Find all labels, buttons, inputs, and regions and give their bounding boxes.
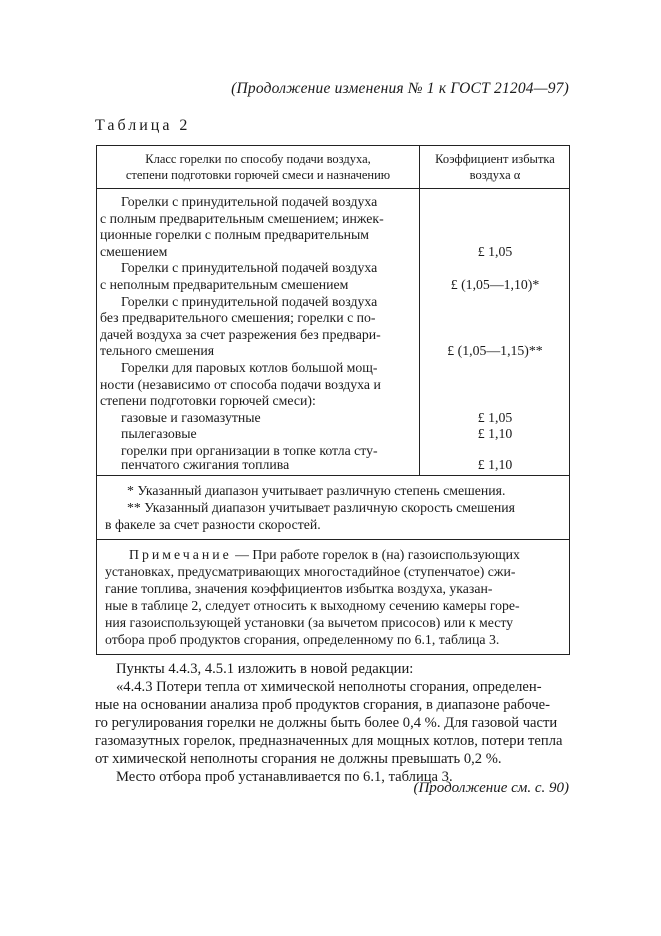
table-cell-text: Горелки с принудительной подачей воздуха — [121, 293, 378, 309]
table-cell-text: горелки при организации в топке котла сту- — [121, 443, 378, 458]
column-header-line: Коэффициент избытка — [435, 152, 555, 166]
table-cell-text: без предварительного смешения; горелки с по- — [100, 310, 376, 326]
body-paragraph: от химической неполноты сгорания не должны превышать 0,2 %. — [95, 751, 502, 767]
table-note — [129, 547, 520, 564]
table-cell-text: ционные горелки с полным предварительным — [100, 227, 370, 243]
column-header-burner-class — [97, 146, 419, 188]
table-cell-value: £ 1,05 — [477, 409, 513, 425]
table-footnote: в факеле за счет разности скоростей. — [105, 517, 321, 532]
note-label: Примечание — [129, 547, 232, 562]
body-paragraph: Место отбора проб устанавливается по 6.1, таблица 3. — [116, 769, 453, 785]
table-cell-text: газовые и газомазутные — [121, 409, 261, 425]
table-cell-text: пылегазовые — [121, 426, 197, 442]
table-cell-text: смешением — [100, 243, 168, 259]
body-paragraph: ные на основании анализа проб продуктов сгорания, в диапазоне рабоче- — [95, 697, 551, 713]
table-cell-text: степени подготовки горючей смеси): — [100, 393, 316, 409]
table-cell-value: £ 1,10 — [477, 457, 513, 472]
table-footnote: ** Указанный диапазон учитывает различную скорость смешения — [127, 500, 516, 515]
column-header-line: воздуха α — [469, 168, 521, 182]
table-cell-text: Горелки с принудительной подачей воздуха — [121, 260, 378, 276]
continuation-footer: (Продолжение см. с. 90) — [413, 780, 569, 796]
table-note: ные в таблице 2, следует относить к выходному сечению камеры горе- — [105, 598, 520, 613]
table-cell-text: с неполным предварительным смешением — [100, 277, 349, 292]
body-paragraph: Пункты 4.4.3, 4.5.1 изложить в новой редакции: — [116, 661, 414, 677]
table-cell-text: Горелки с принудительной подачей воздуха — [121, 194, 378, 209]
table-cell-text: с полным предварительным смешением; инжек- — [100, 210, 384, 226]
table-cell-text: ности (независимо от способа подачи воздуха и — [100, 376, 381, 392]
table-footnote: * Указанный диапазон учитывает различную степень смешения. — [127, 483, 506, 498]
table-cell-text: тельного смешения — [100, 343, 215, 359]
body-paragraph: газомазутных горелок, предназначенных для мощных котлов, потери тепла — [95, 733, 563, 749]
column-header-air-excess — [420, 146, 570, 188]
table-cell-text: дачей воздуха за счет разрежения без предвари- — [100, 326, 381, 342]
table-cell-value: £ (1,05—1,10)* — [450, 277, 540, 292]
body-paragraph: «4.4.3 Потери тепла от химической неполноты сгорания, определен- — [116, 679, 542, 695]
table-cell-value: £ 1,05 — [477, 243, 513, 259]
table-title: Таблица 2 — [95, 117, 191, 134]
table-2 — [96, 145, 570, 655]
table-cell-text: Горелки для паровых котлов большой мощ- — [121, 360, 378, 375]
table-note: гание топлива, значения коэффициентов избытка воздуха, указан- — [105, 581, 493, 596]
body-paragraph: го регулирования горелки не должны быть более 0,4 %. Для газовой части — [95, 715, 558, 731]
note-text: — При работе горелок в (на) газоиспользующих — [235, 547, 520, 562]
running-header: (Продолжение изменения № 1 к ГОСТ 21204—97) — [231, 80, 569, 97]
table-note: отбора проб продуктов сгорания, определенному по 6.1, таблица 3. — [105, 632, 500, 647]
column-header-line: степени подготовки горючей смеси и назначению — [125, 168, 391, 182]
table-cell-text: пенчатого сжигания топлива — [121, 457, 290, 472]
table-cell-value: £ (1,05—1,15)** — [447, 343, 543, 359]
column-header-line: Класс горелки по способу подачи воздуха, — [145, 152, 371, 166]
table-note: ния газоиспользующей установки (за вычетом присосов) или к месту — [105, 615, 514, 630]
table-cell-value: £ 1,10 — [477, 426, 513, 442]
table-note: установках, предусматривающих многостадийное (ступенчатое) сжи- — [105, 564, 516, 579]
